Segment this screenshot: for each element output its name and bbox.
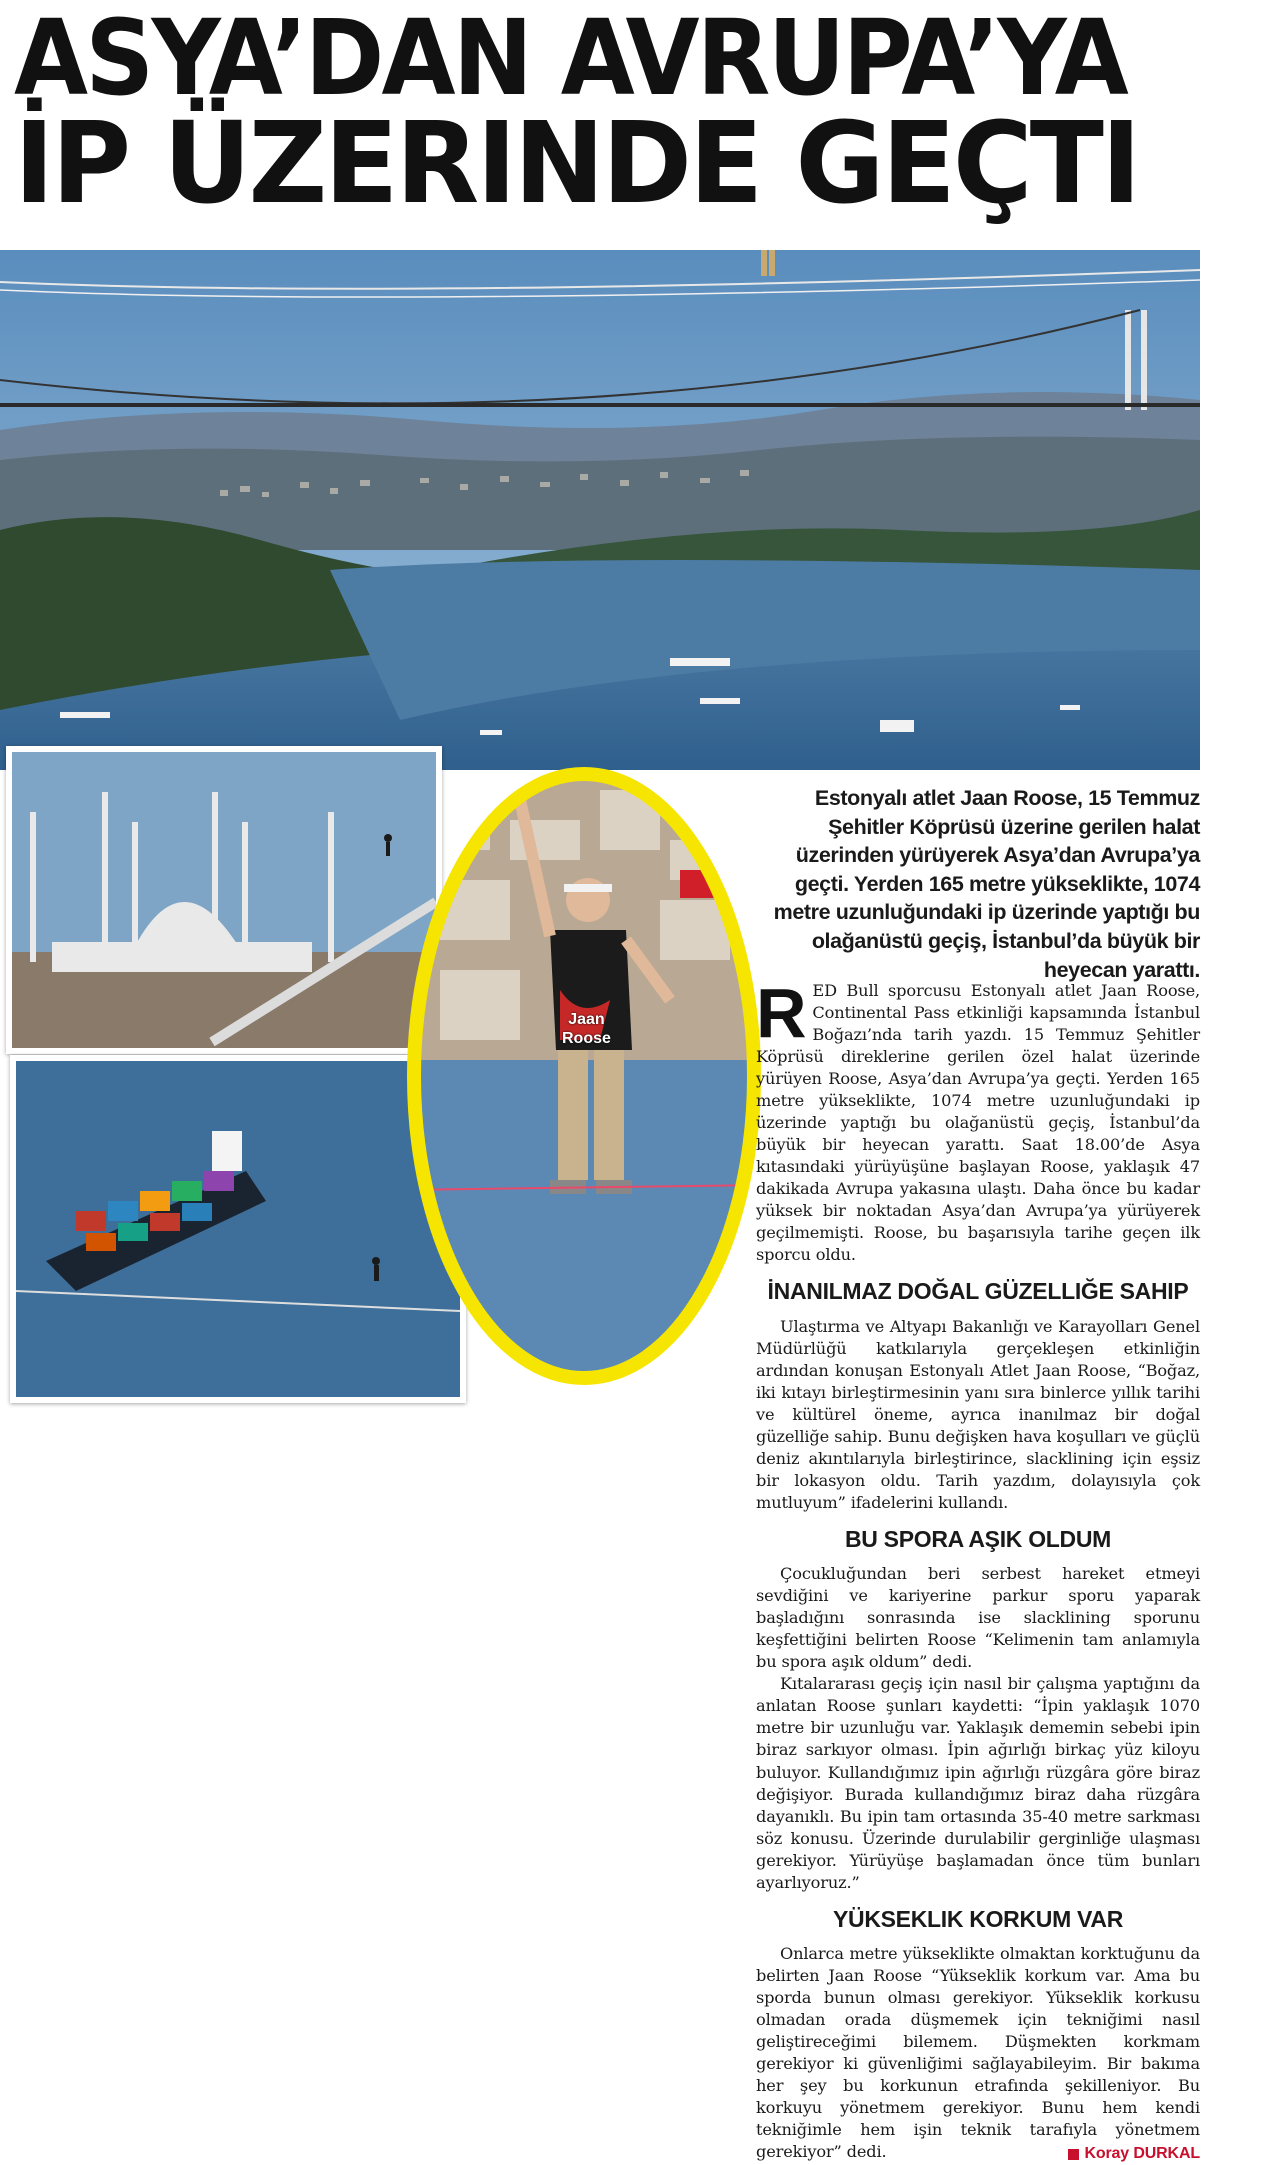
dropcap: R: [756, 974, 807, 1052]
byline-first: Koray: [1084, 2145, 1130, 2163]
photo-container-ship: [10, 1055, 466, 1403]
byline-last: DURKAL: [1133, 2145, 1200, 2163]
subhead-3: YÜKSEKLIK KORKUM VAR: [832, 1905, 1124, 1932]
photo-jaan-roose-portrait: [400, 760, 768, 1392]
article-body: [756, 974, 1200, 2165]
article-paragraph-5-text: Onlarca metre yükseklikte olmaktan korktuğunu da belirten Jaan Roose “Yükseklik korkum var. Ama bu sporda bunun olması gerekiyor. Yükseklik korkusu olmadan orada düşmemek için tekniğimi nasıl geliştireceğimi bilemem. Düşmekten korkmam gerekiyor ki güvenliğimi sağlayabileyim. Bir bakıma her şey bu korkunun etrafında şekilleniyor. Bu korkuyu yönetmem gerekiyor. Bunu hem kendi tekniğimle hem işin teknik tarafıyla yönetmem gerekiyor” dedi.: [756, 1943, 1200, 2162]
photo-name-first: Jaan: [568, 1011, 605, 1028]
article-paragraph-2: Ulaştırma ve Altyapı Bakanlığı ve Karayolları Genel Müdürlüğü katkılarıyla gerçekleşen etkinliğin ardından konuşan Estonyalı Atlet Jaan Roose, “Boğaz, iki kıtayı birleştirmesinin yanı sıra binlerce yıllık tarihi ve kültürel öneme, ayrıca inanılmaz bir doğal güzelliğe sahip. Bunu değişken hava koşulları ve güçlü deniz akıntılarıyla birleştirince, slacklining için eşsiz bir lokasyon oldu. Tarih yazdım, dolayısıyla çok mutluyum” ifadelerini kullandı.: [756, 1316, 1200, 1512]
byline: [1044, 2143, 1200, 2165]
photo-camlica-mosque: [6, 746, 442, 1054]
article-paragraph-3: Çocukluğundan beri serbest hareket etmeyi sevdiğini ve kariyerine parkur sporu yaparak başladığını sonrasında ise slacklining sporunu keşfettiğini belirten Roose “Kelimenin tam anlamıyla bu spora aşık oldum” dedi.: [756, 1564, 1200, 1672]
headline-line-2: İP ÜZERINDE GEÇTI: [14, 98, 1139, 229]
article-paragraph-1: [756, 974, 1200, 1266]
hero-photo-bosphorus: [0, 250, 1200, 770]
article-paragraph-1-text: ED Bull sporcusu Estonyalı atlet Jaan Roose, Continental Pass etkinliği kapsamında İstanbul Boğazı’nda tarih yazdı. 15 Temmuz Şehitler Köprüsü direklerine gerilen özel halat üzerinde yürüyen Roose, Asya’dan Avrupa’ya geçti. Yerden 165 metre yükseklikte, 1074 metre uzunluğundaki ip üzerinde yaptığı bu olağanüstü geçiş, İstanbul’da büyük bir heyecan yarattı. Saat 18.00’de Asya kıtasındaki yürüyüşüne başlayan Roose, yaklaşık 47 dakikada Avrupa yakasına ulaştı. Daha önce bu kadar yüksek bir noktadan Asya’dan Avrupa’ya yürüyerek geçilmemişti. Roose, bu başarısıyla tarihe geçen ilk sporcu oldu.: [756, 981, 1200, 1265]
byline-square-icon: [1068, 2149, 1079, 2160]
article-paragraph-4: Kıtalararası geçiş için nasıl bir çalışma yaptığını da anlatan Roose şunları kaydetti: “İpin yaklaşık 1070 metre bir uzunluğu var. Yaklaşık dememin sebebi ipin biraz sarkıyor olması. İpin ağırlığı birkaç yüz kiloyu buluyor. Kullandığımız ipin ağırlığı rüzgâra göre biraz değişiyor. Burada kullandığımız biraz daha rüzgâra dayanıklı. Bu ipin tam ortasında 35-40 metre sarkması söz konusu. Üzerinde durulabilir gerginliğe ulaşması gerekiyor. Yürüyüşe başlamadan önce tüm bunları ayarlıyoruz.”: [756, 1674, 1200, 1892]
subhead-1: İNANILMAZ DOĞAL GÜZELLIĞE SAHIP: [767, 1278, 1189, 1305]
photo-name-label: [562, 1010, 611, 1048]
headline: [14, 0, 1254, 229]
intro-paragraph: Estonyalı atlet Jaan Roose, 15 Temmuz Şehitler Köprüsü üzerine gerilen halat üzerinden yürüyerek Asya’dan Avrupa’ya geçti. Yerden 165 metre yükseklikte, 1074 metre uzunluğundaki ip üzerinde yaptığı bu olağanüstü geçiş, İstanbul’da büyük bir heyecan yarattı.: [773, 786, 1200, 982]
photo-name-last: Roose: [562, 1030, 611, 1048]
subhead-2: BU SPORA AŞIK OLDUM: [844, 1525, 1112, 1552]
article-paragraph-5: [756, 1943, 1200, 2163]
headline-line-1: ASYA’DAN AVRUPA’YA: [14, 0, 1126, 119]
